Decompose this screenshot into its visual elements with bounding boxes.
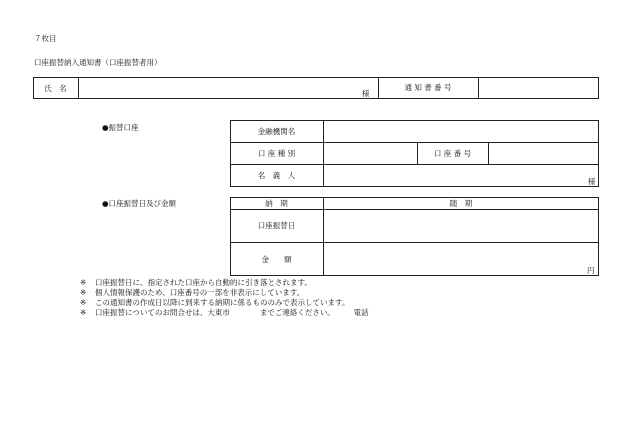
divider bbox=[478, 77, 479, 99]
document-title: 口座振替納入通知書（口座振替者用） bbox=[34, 58, 162, 67]
note-mark: ※ bbox=[80, 288, 87, 297]
period-label: 納 期 bbox=[265, 199, 288, 208]
account-type-field bbox=[325, 143, 416, 163]
name-field bbox=[80, 78, 364, 98]
holder-label: 名 義 人 bbox=[257, 171, 296, 180]
notice-number-field bbox=[480, 78, 598, 98]
account-section-heading: ●振替口座 bbox=[102, 123, 139, 132]
note-text: 口座振替についてのお問合せは、大東市 までご連絡ください。 電話 bbox=[95, 308, 369, 317]
notice-number-label: 通 知 書 番 号 bbox=[404, 83, 452, 92]
holder-suffix: 様 bbox=[588, 177, 596, 186]
page-number: ７枚目 bbox=[34, 34, 57, 43]
name-suffix: 様 bbox=[362, 89, 370, 98]
bank-label: 金融機関名 bbox=[257, 127, 296, 136]
divider bbox=[323, 120, 324, 187]
transfer-date-field bbox=[325, 210, 598, 241]
note-text: 口座振替日に、指定された口座から自動的に引き落とされます。 bbox=[95, 278, 312, 287]
note-text: この通知書の作成日以降に到来する納期に係るもののみで表示しています。 bbox=[95, 298, 350, 307]
account-type-label: 口 座 種 別 bbox=[257, 149, 296, 158]
note-mark: ※ bbox=[80, 278, 87, 287]
divider bbox=[78, 77, 79, 99]
bank-field bbox=[325, 121, 598, 141]
account-number-field bbox=[490, 143, 598, 163]
amount-suffix: 円 bbox=[587, 266, 595, 275]
transfer-section-heading: ●口座振替日及び金額 bbox=[102, 199, 177, 208]
name-label: 氏 名 bbox=[44, 84, 67, 93]
amount-label: 金 額 bbox=[261, 255, 292, 264]
transfer-date-label: 口座振替日 bbox=[257, 221, 296, 230]
note-text: 個人情報保護のため、口座番号の一部を非表示にしています。 bbox=[95, 288, 305, 297]
holder-field bbox=[325, 165, 587, 186]
divider bbox=[323, 197, 324, 276]
note-mark: ※ bbox=[80, 308, 87, 317]
period-value: 随 期 bbox=[449, 199, 473, 208]
account-number-label: 口 座 番 号 bbox=[433, 149, 472, 158]
amount-field bbox=[325, 243, 585, 275]
divider bbox=[488, 142, 489, 164]
note-mark: ※ bbox=[80, 298, 87, 307]
